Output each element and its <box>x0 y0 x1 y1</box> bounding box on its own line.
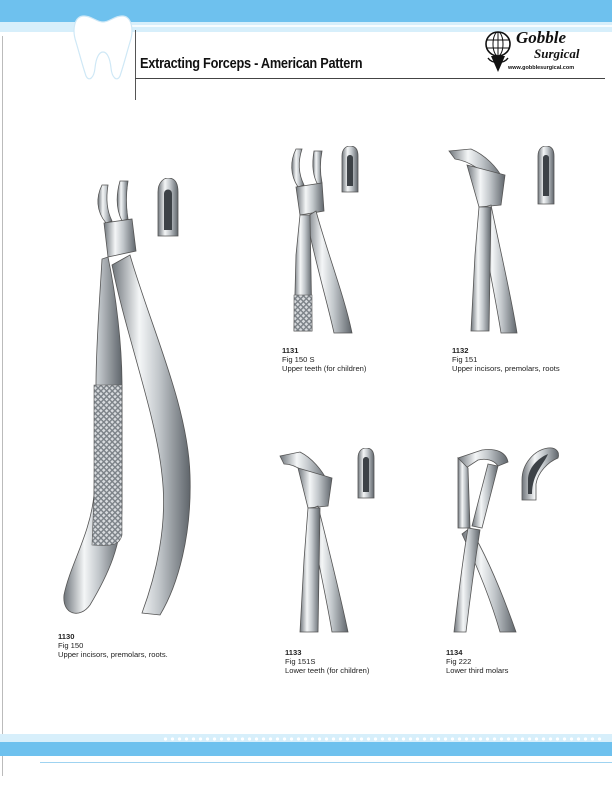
product-desc: Lower teeth (for children) <box>285 666 370 675</box>
product-desc: Upper incisors, premolars, roots. <box>58 650 168 659</box>
tooth-icon <box>70 10 136 82</box>
product-fig: Fig 222 <box>446 657 472 666</box>
product-1131-tip <box>340 146 360 194</box>
brand-subtitle: Surgical <box>534 46 580 61</box>
product-desc: Upper teeth (for children) <box>282 364 367 373</box>
product-fig: Fig 150 S <box>282 355 315 364</box>
product-fig: Fig 151S <box>285 657 316 666</box>
product-desc: Upper incisors, premolars, roots <box>452 364 560 373</box>
product-1130-image <box>50 175 200 620</box>
product-code: 1133 <box>285 648 302 657</box>
product-1132-tip <box>536 146 556 206</box>
brand-logo <box>482 28 602 76</box>
product-code: 1130 <box>58 632 75 641</box>
footer-line <box>40 762 612 763</box>
product-1133-tip <box>356 448 376 500</box>
product-fig: Fig 151 <box>452 355 478 364</box>
footer-band <box>0 742 612 756</box>
brand-name: Gobble <box>516 28 567 47</box>
product-desc: Lower third molars <box>446 666 509 675</box>
product-code: 1131 <box>282 346 299 355</box>
product-1130-caption <box>58 632 168 659</box>
header-stripe <box>120 25 612 27</box>
product-1130-tip <box>156 178 180 238</box>
product-1134-image <box>448 448 528 635</box>
header-divider-vertical <box>135 30 136 100</box>
product-1132-caption <box>452 346 560 373</box>
product-1133-image <box>278 450 358 635</box>
header-divider <box>135 78 605 79</box>
product-code: 1134 <box>446 648 463 657</box>
product-1133-caption <box>285 648 369 675</box>
product-1134-caption <box>446 648 508 675</box>
product-fig: Fig 150 <box>58 641 84 650</box>
brand-url: www.gobblesurgical.com <box>508 65 575 71</box>
product-1132-image <box>445 145 525 335</box>
product-1134-tip <box>518 446 562 502</box>
page-title: Extracting Forceps - American Pattern <box>140 56 363 72</box>
product-code: 1132 <box>452 346 469 355</box>
margin-rule <box>2 36 3 776</box>
product-1131-caption <box>282 346 366 373</box>
